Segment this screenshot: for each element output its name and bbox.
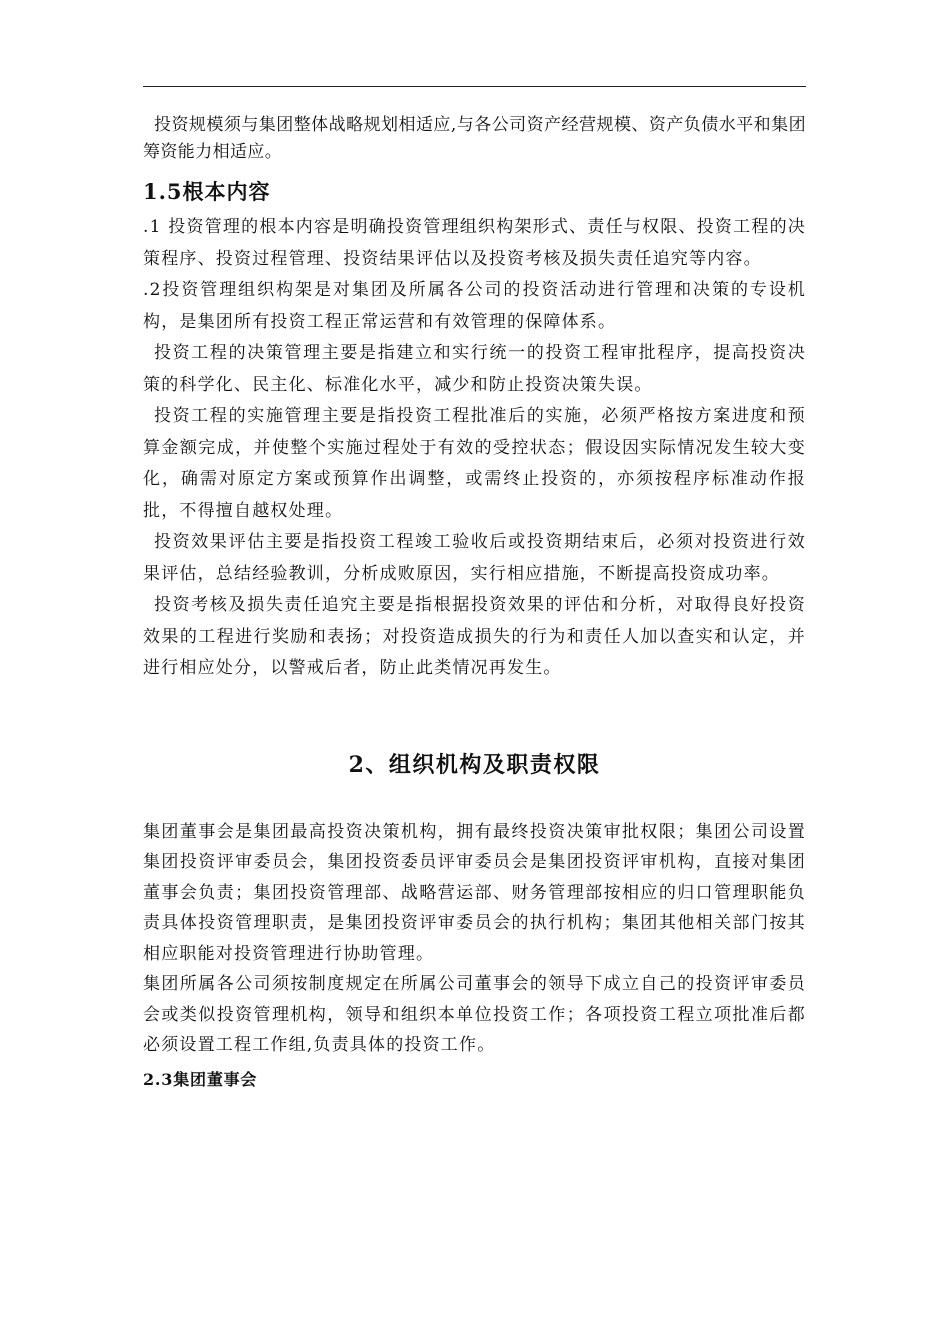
subsection-heading-2-3: 2.3集团董事会 bbox=[143, 1069, 258, 1089]
paragraph-1-5-1: .1 投资管理的根本内容是明确投资管理组织构架形式、责任与权限、投资工程的决策程序、投资过程管理、投资结果评估以及投资考核及损失责任追究等内容。 bbox=[143, 217, 806, 269]
paragraph-assessment-accountability: 投资考核及损失责任追究主要是指根据投资效果的评估和分析，对取得良好投资效果的工程进行奖励和表扬；对投资造成损失的行为和责任人加以查实和认定，并进行相应处分，以警戒后者，防止此类情况再发生。 bbox=[143, 595, 806, 678]
paragraph-board-of-directors: 集团董事会是集团最高投资决策机构，拥有最终投资决策审批权限；集团公司设置集团投资评审委员会，集团投资委员评审委员会是集团投资评审机构，直接对集团董事会负责；集团投资管理部、战略营运部、财务管理部按相应的归口管理职能负责具体投资管理职责，是集团投资评审委员会的执行机构；集团其他相关部门按其相应职能对投资管理进行协助管理。 bbox=[143, 821, 806, 964]
chapter-heading-2: 2、组织机构及职责权限 bbox=[348, 751, 601, 778]
paragraph-1-5-2: .2投资管理组织构架是对集团及所属各公司的投资活动进行管理和决策的专设机构，是集团所有投资工程正常运营和有效管理的保障体系。 bbox=[143, 280, 806, 332]
intro-paragraph: 投资规模须与集团整体战略规划相适应,与各公司资产经营规模、资产负债水平和集团筹资能力相适应。 bbox=[143, 115, 806, 162]
paragraph-effect-evaluation: 投资效果评估主要是指投资工程竣工验收后或投资期结束后，必须对投资进行效果评估，总结经验教训，分析成败原因，实行相应措施，不断提高投资成功率。 bbox=[143, 532, 806, 584]
section-spacer bbox=[143, 685, 806, 749]
document-page bbox=[143, 112, 806, 1095]
section-heading-1-5: 1.5根本内容 bbox=[143, 179, 271, 204]
paragraph-subsidiary-committees: 集团所属各公司须按制度规定在所属公司董事会的领导下成立自己的投资评审委员会或类似投资管理机构，领导和组织本单位投资工作；各项投资工程立项批准后都必须设置工程工作组,负责具体的投资工作。 bbox=[143, 974, 806, 1055]
paragraph-implementation-management: 投资工程的实施管理主要是指投资工程批准后的实施，必须严格按方案进度和预算金额完成，并使整个实施过程处于有效的受控状态；假设因实际情况发生较大变化，确需对原定方案或预算作出调整，或需终止投资的，亦须按程序标准动作报批，不得擅自越权处理。 bbox=[143, 406, 806, 521]
paragraph-decision-management: 投资工程的决策管理主要是指建立和实行统一的投资工程审批程序，提高投资决策的科学化、民主化、标准化水平，减少和防止投资决策失误。 bbox=[143, 343, 806, 395]
header-rule bbox=[143, 86, 806, 87]
